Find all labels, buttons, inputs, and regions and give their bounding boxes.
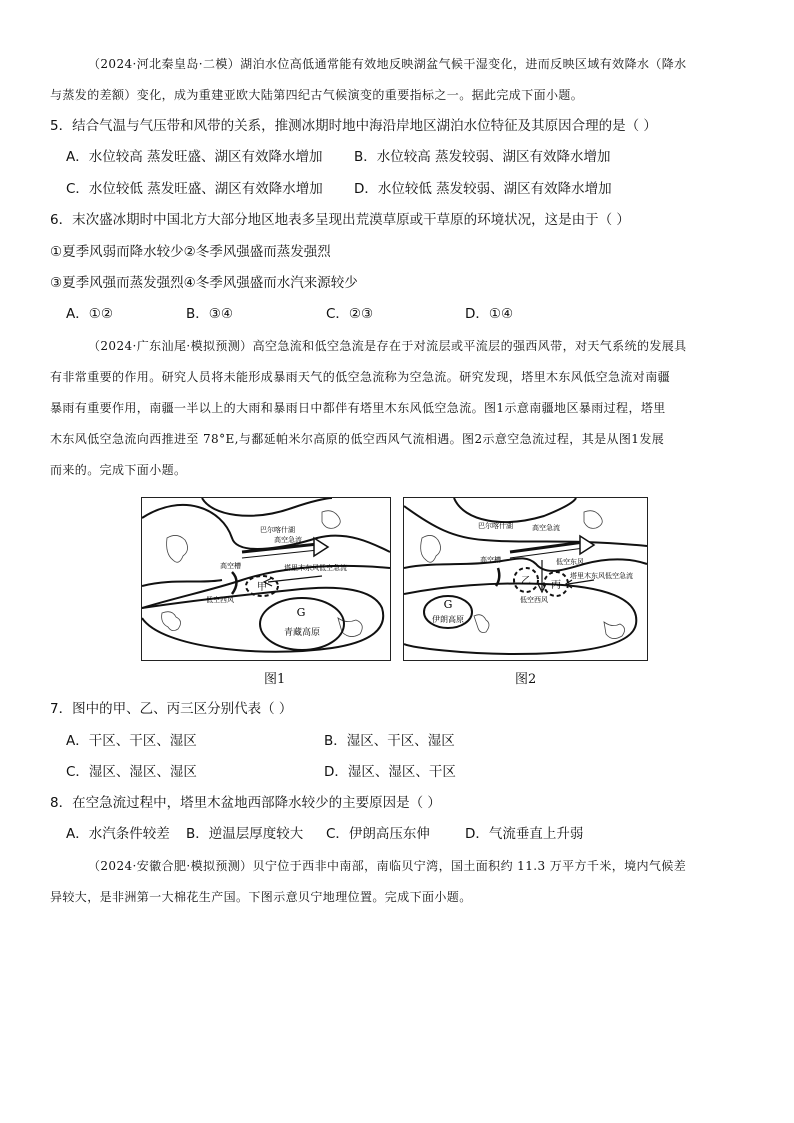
- fig1-trough-label: 高空槽: [220, 562, 241, 570]
- figure-1-map: [141, 497, 391, 661]
- fig1-jet-label: 高空急流: [274, 536, 302, 544]
- fig2-plateau-label: 伊朗高原: [432, 615, 464, 624]
- q7-option-b[interactable]: B．湿区、干区、湿区: [324, 733, 455, 749]
- figure-1-svg: [142, 498, 390, 660]
- intro3-line2: 异较大，是非洲第一大棉花生产国。下图示意贝宁地理位置。完成下面小题。: [50, 890, 472, 904]
- q7-stem: 7．图中的甲、乙、丙三区分别代表（ ）: [50, 701, 293, 717]
- fig2-trough-label: 高空槽: [480, 556, 501, 564]
- q6-option-d[interactable]: D．①④: [465, 306, 514, 322]
- fig2-east-wind-label: 低空东风: [556, 558, 584, 566]
- q8-option-b[interactable]: B．逆温层厚度较大: [186, 826, 304, 842]
- q5-option-b[interactable]: B．水位较高 蒸发较弱、湖区有效降水增加: [354, 149, 611, 165]
- intro2-line1: （2024·广东汕尾·模拟预测）高空急流和低空急流是存在于对流层或平流层的强西风带，对天气系统的发展具: [88, 339, 687, 353]
- intro2-line3: 暴雨有重要作用，南疆一半以上的大雨和暴雨日中都伴有塔里木东风低空急流。图1示意南疆地区暴雨过程，塔里: [50, 401, 666, 415]
- q6-option-c[interactable]: C．②③: [326, 306, 374, 322]
- q7-option-c[interactable]: C．湿区、湿区、湿区: [66, 764, 197, 780]
- q5-option-a[interactable]: A．水位较高 蒸发旺盛、湖区有效降水增加: [66, 149, 323, 165]
- fig2-high-label: G: [443, 598, 453, 611]
- fig2-jet-label: 高空急流: [532, 524, 560, 532]
- fig2-west-wind-label: 低空西风: [520, 596, 548, 604]
- q7-option-a[interactable]: A．干区、干区、湿区: [66, 733, 197, 749]
- intro2-line4: 木东风低空急流向西推进至 78°E,与鄱延帕米尔高原的低空西风气流相遇。图2示意空急流过程，其是从图1发展: [50, 432, 665, 446]
- intro1-line2: 与蒸发的差额）变化，成为重建亚欧大陆第四纪古气候演变的重要指标之一。据此完成下面小题。: [50, 88, 584, 102]
- fig1-west-wind-label: 低空西风: [206, 596, 234, 604]
- fig1-lake-label: 巴尔喀什湖: [260, 526, 295, 534]
- intro3-line1: （2024·安徽合肥·模拟预测）贝宁位于西非中南部，南临贝宁湾，国土面积约 11.3 万平方千米，境内气候差: [88, 859, 687, 873]
- q8-option-c[interactable]: C．伊朗高压东伸: [326, 826, 430, 842]
- fig2-lake-label: 巴尔喀什湖: [478, 522, 513, 530]
- q5-option-d[interactable]: D．水位较低 蒸发较弱、湖区有效降水增加: [354, 181, 612, 197]
- q8-option-d[interactable]: D．气流垂直上升弱: [465, 826, 584, 842]
- q6-item1: ①夏季风弱而降水较少②冬季风强盛而蒸发强烈: [50, 244, 331, 260]
- q8-option-a[interactable]: A．水汽条件较差: [66, 826, 170, 842]
- fig1-east-jet-label: 塔里木东风低空急流: [284, 564, 347, 572]
- fig2-zone-bing: 丙: [551, 580, 561, 591]
- figure-2-caption: 图2: [515, 672, 537, 687]
- fig2-zone-yi: 乙: [521, 576, 531, 587]
- intro2-line5: 而来的。完成下面小题。: [50, 463, 187, 477]
- figure-2-map: [403, 497, 648, 661]
- fig2-east-jet-label: 塔里木东风低空急流: [570, 572, 633, 580]
- q5-option-c[interactable]: C．水位较低 蒸发旺盛、湖区有效降水增加: [66, 181, 323, 197]
- q7-option-d[interactable]: D．湿区、湿区、干区: [324, 764, 456, 780]
- q8-stem: 8．在空急流过程中，塔里木盆地西部降水较少的主要原因是（ ）: [50, 795, 441, 811]
- fig1-plateau-label: 青藏高原: [283, 628, 321, 638]
- q6-stem: 6．末次盛冰期时中国北方大部分地区地表多呈现出荒漠草原或干草原的环境状况，这是由于（ ）: [50, 212, 630, 228]
- q6-item2: ③夏季风强而蒸发强烈④冬季风强盛而水汽来源较少: [50, 275, 358, 291]
- figure-2-svg: [404, 498, 647, 660]
- fig1-zone-jia: 甲: [257, 582, 267, 593]
- q6-option-b[interactable]: B．③④: [186, 306, 233, 322]
- intro2-line2: 有非常重要的作用。研究人员将未能形成暴雨天气的低空急流称为空急流。研究发现，塔里木东风低空急流对南疆: [50, 370, 671, 384]
- figure-1-caption: 图1: [264, 672, 286, 687]
- fig1-high-label: G: [296, 606, 306, 619]
- intro1-line1: （2024·河北秦皇岛·二模）湖泊水位高低通常能有效地反映湖盆气候干湿变化，进而反映区域有效降水（降水: [88, 57, 687, 71]
- q5-stem: 5．结合气温与气压带和风带的关系，推测冰期时地中海沿岸地区湖泊水位特征及其原因合理的是（ ）: [50, 118, 657, 134]
- q6-option-a[interactable]: A．①②: [66, 306, 113, 322]
